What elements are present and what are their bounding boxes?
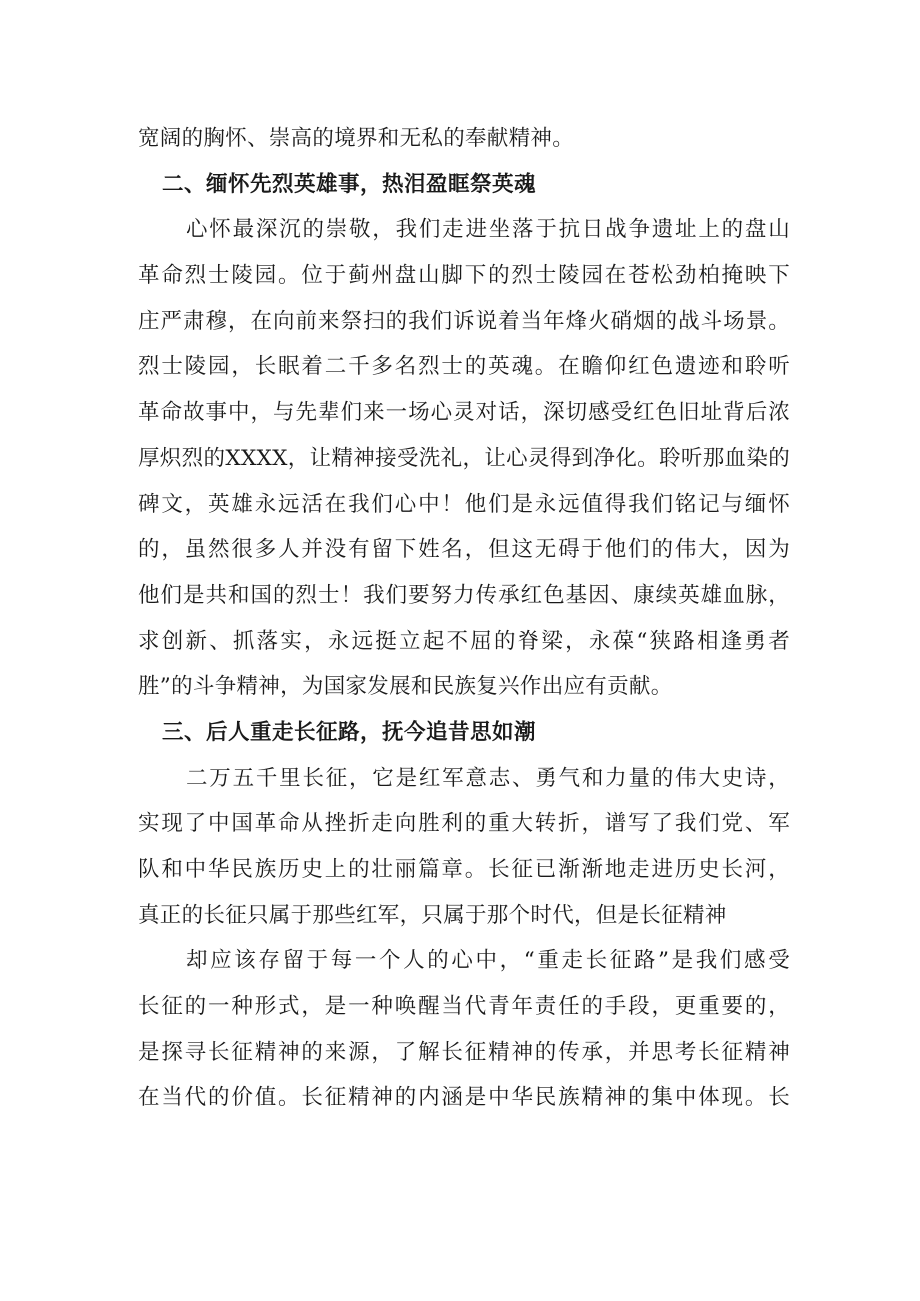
paragraph-first-line: 却应该存留于每一个人的心中，“重走长征路”是我们感受 [186, 948, 790, 974]
text-line: 革命烈士陵园。位于蓟州盘山脚下的烈士陵园在苍松劲柏掩映下 [138, 263, 790, 289]
text-line: 的，虽然很多人并没有留下姓名，但这无碍于他们的伟大，因为 [138, 537, 790, 563]
paragraph-first-line: 心怀最深沉的崇敬，我们走进坐落于抗日战争遗址上的盘山 [186, 217, 790, 243]
text-line: 长征的一种形式，是一种唤醒当代青年责任的手段，更重要的， [138, 994, 790, 1020]
section-heading: 二、缅怀先烈英雄事，热泪盈眶祭英魂 [162, 171, 537, 197]
text-line: 是探寻长征精神的来源，了解长征精神的传承，并思考长征精神 [138, 1039, 790, 1065]
text-line: 烈士陵园，长眠着二千多名烈士的英魂。在瞻仰红色遗迹和聆听 [138, 354, 790, 380]
text-line: 宽阔的胸怀、崇高的境界和无私的奉献精神。 [138, 126, 575, 151]
text-line: 他们是共和国的烈士！我们要努力传承红色基因、康续英雄血脉， [138, 582, 790, 608]
text-line: 真正的长征只属于那些红军，只属于那个时代，但是长征精神 [138, 902, 727, 928]
text-line: 厚炽烈的XXXX，让精神接受洗礼，让心灵得到净化。聆听那血染的 [138, 445, 790, 471]
text-line: 在当代的价值。长征精神的内涵是中华民族精神的集中体现。长 [138, 1085, 790, 1111]
text-line: 庄严肃穆，在向前来祭扫的我们诉说着当年烽火硝烟的战斗场景。 [138, 308, 790, 334]
section-heading: 三、后人重走长征路，抚今追昔思如潮 [162, 719, 537, 745]
text-line: 革命故事中，与先辈们来一场心灵对话，深切感受红色旧址背后浓 [138, 400, 790, 426]
text-line: 求创新、抓落实，永远挺立起不屈的脊梁，永葆“狭路相逢勇者 [138, 628, 790, 654]
document-body [138, 116, 790, 1121]
text-line: 队和中华民族历史上的壮丽篇章。长征已渐渐地走进历史长河， [138, 857, 790, 882]
text-line: 胜”的斗争精神，为国家发展和民族复兴作出应有贡献。 [138, 674, 673, 700]
text-line: 碑文，英雄永远活在我们心中！他们是永远值得我们铭记与缅怀 [138, 491, 790, 517]
paragraph-first-line: 二万五千里长征，它是红军意志、勇气和力量的伟大史诗， [186, 765, 790, 791]
text-line: 实现了中国革命从挫折走向胜利的重大转折，谱写了我们党、军 [138, 811, 790, 837]
